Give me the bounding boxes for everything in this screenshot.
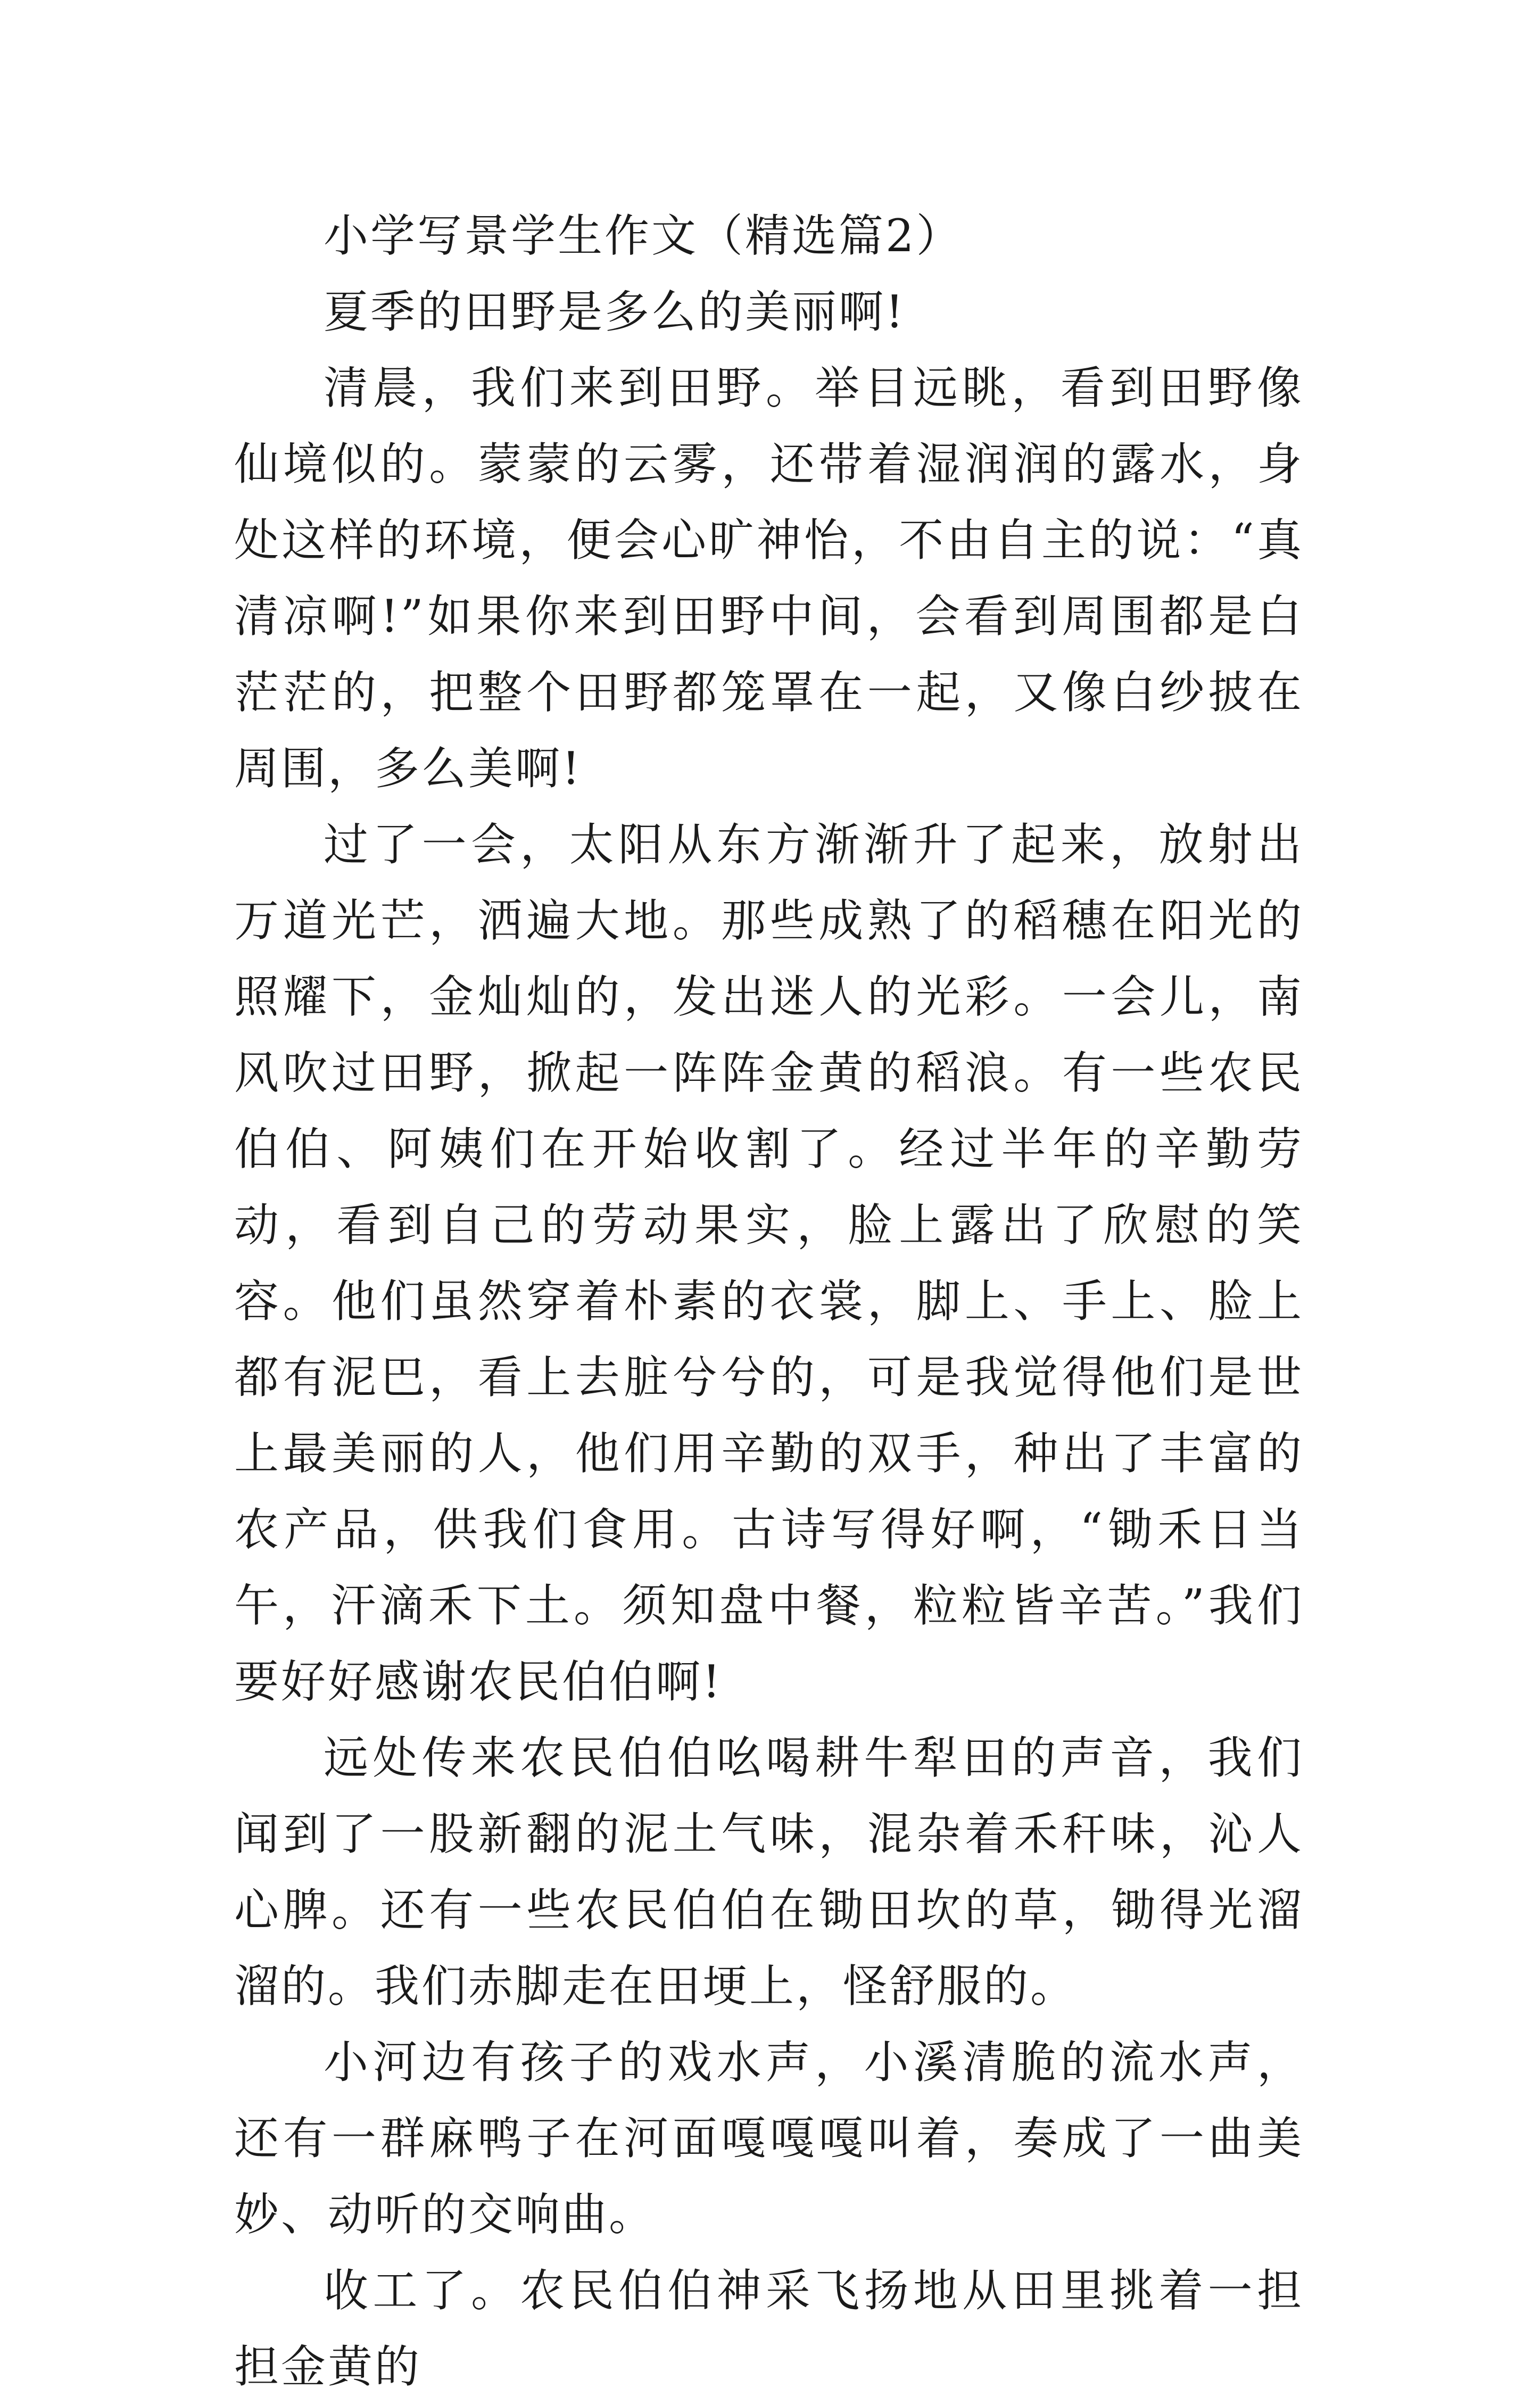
- paragraph-morning: 清晨，我们来到田野。举目远眺，看到田野像仙境似的。蒙蒙的云雾，还带着湿润润的露水，身处这样的环境，便会心旷神怡，不由自主的说：“真清凉啊!”如果你来到田野中间，会看到周围都是白茫茫的，把整个田野都笼罩在一起，又像白纱披在周围，多么美啊!: [234, 362, 1304, 795]
- essay-lead-sentence: 夏季的田野是多么的美丽啊!: [324, 286, 906, 338]
- paragraph-plowing: 远处传来农民伯伯吆喝耕牛犁田的声音，我们闻到了一股新翻的泥土气味，混杂着禾秆味，沁人心脾。还有一些农民伯伯在锄田坎的草，锄得光溜溜的。我们赤脚走在田埂上，怪舒服的。: [234, 1732, 1304, 2012]
- paragraph-sunrise: 过了一会，太阳从东方渐渐升了起来，放射出万道光芒，洒遍大地。那些成熟了的稻穗在阳光的照耀下，金灿灿的，发出迷人的光彩。一会儿，南风吹过田野，掀起一阵阵金黄的稻浪。有一些农民伯伯、阿姨们在开始收割了。经过半年的辛勤劳动，看到自己的劳动果实，脸上露出了欣慰的笑容。他们虽然穿着朴素的衣裳，脚上、手上、脸上都有泥巴，看上去脏兮兮的，可是我觉得他们是世上最美丽的人，他们用辛勤的双手，种出了丰富的农产品，供我们食用。古诗写得好啊，“锄禾日当午，汗滴禾下土。须知盘中餐，粒粒皆辛苦。”我们要好好感谢农民伯伯啊!: [234, 819, 1304, 1708]
- paragraph-harvest: 收工了。农民伯伯神采飞扬地从田里挑着一担担金黄的: [234, 2264, 1304, 2393]
- essay-title: 小学写景学生作文（精选篇2）: [324, 210, 963, 262]
- paragraph-river: 小河边有孩子的戏水声，小溪清脆的流水声，还有一群麻鸭子在河面嘎嘎嘎叫着，奏成了一曲美妙、动听的交响曲。: [234, 2036, 1304, 2241]
- document-body: [234, 198, 1304, 2405]
